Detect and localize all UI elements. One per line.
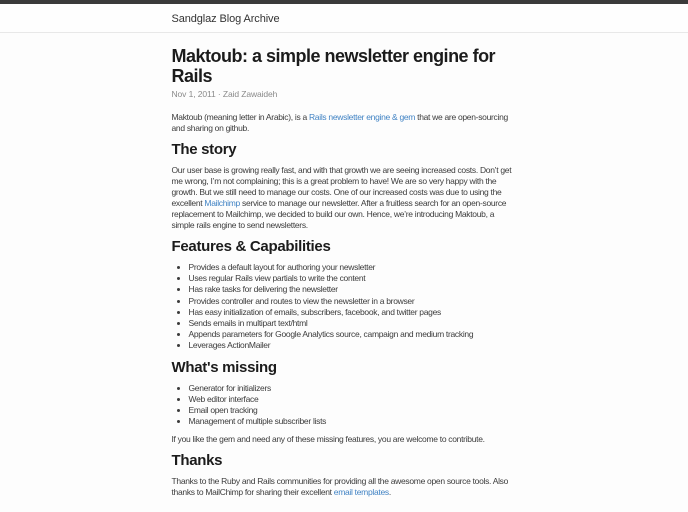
list-item: • Appends parameters for Google Analytics source, campaign and medium tracking — [189, 329, 517, 340]
missing-list — [172, 383, 517, 428]
list-item: • Management of multiple subscriber lists — [189, 416, 517, 427]
section-heading-thanks: Thanks — [171, 452, 223, 470]
thanks-paragraph — [172, 476, 517, 498]
inline-link[interactable]: email templates — [333, 487, 389, 498]
section-heading-story: The story — [171, 141, 237, 158]
inline-link[interactable]: Mailchimp — [204, 198, 240, 208]
list-item: • Provides controller and routes to view the newsletter in a browser — [189, 296, 517, 307]
intro-paragraph — [172, 112, 517, 134]
site-title-link[interactable]: Sandglaz Blog Archive — [171, 13, 280, 25]
text-segment: that we are open-sourcing and sharing on github. — [171, 112, 508, 133]
list-item: • Web editor interface — [189, 394, 517, 405]
list-item: • Email open tracking — [189, 405, 517, 416]
list-item: • Has rake tasks for delivering the newsletter — [189, 284, 517, 295]
story-paragraph — [172, 165, 517, 231]
list-item: • Has easy initialization of emails, subscribers, facebook, and twitter pages — [189, 307, 517, 318]
contribute-paragraph: If you like the gem and need any of these missing features, you are welcome to contribute. — [171, 434, 485, 445]
text-segment: Maktoub (meaning letter in Arabic), is a — [171, 112, 309, 122]
text-segment: . — [388, 487, 391, 498]
inline-link[interactable]: Rails newsletter engine & gem — [308, 112, 416, 122]
list-item: • Uses regular Rails view partials to write the content — [189, 273, 517, 284]
text-segment: service to manage our newsletter. After a fruitless search for an open-source replacement to Mailchimp, we decided to build our own. Hence, we’re introducing Maktoub, a simple rails engine to send newsletters. — [171, 198, 507, 230]
list-item: • Generator for initializers — [189, 383, 517, 394]
text-segment: Thanks to the Ruby and Rails communities for providing all the awesome open source tools. Also thanks to MailChimp for sharing their excellent — [171, 476, 509, 498]
text-segment: Our user base is growing really fast, and with that growth we are seeing increased costs. Don’t get me wrong, I’m not complaining; this is a great problem to have! We are so very happy with the growth. But we still need to manage our costs. One of our increased costs was due to using the excellent — [171, 165, 512, 208]
post-meta: Nov 1, 2011 · Zaid Zawaideh — [171, 89, 278, 99]
section-heading-missing: What's missing — [171, 358, 277, 376]
list-item: • Leverages ActionMailer — [189, 340, 517, 351]
site-header — [0, 4, 688, 33]
list-item: • Provides a default layout for authoring your newsletter — [189, 262, 517, 273]
post-article — [172, 46, 517, 498]
features-list — [172, 262, 517, 352]
post-title: Maktoub: a simple newsletter engine for Rails — [171, 46, 496, 86]
section-heading-features: Features & Capabilities — [171, 238, 331, 255]
list-item: • Sends emails in multipart text/html — [189, 318, 517, 329]
